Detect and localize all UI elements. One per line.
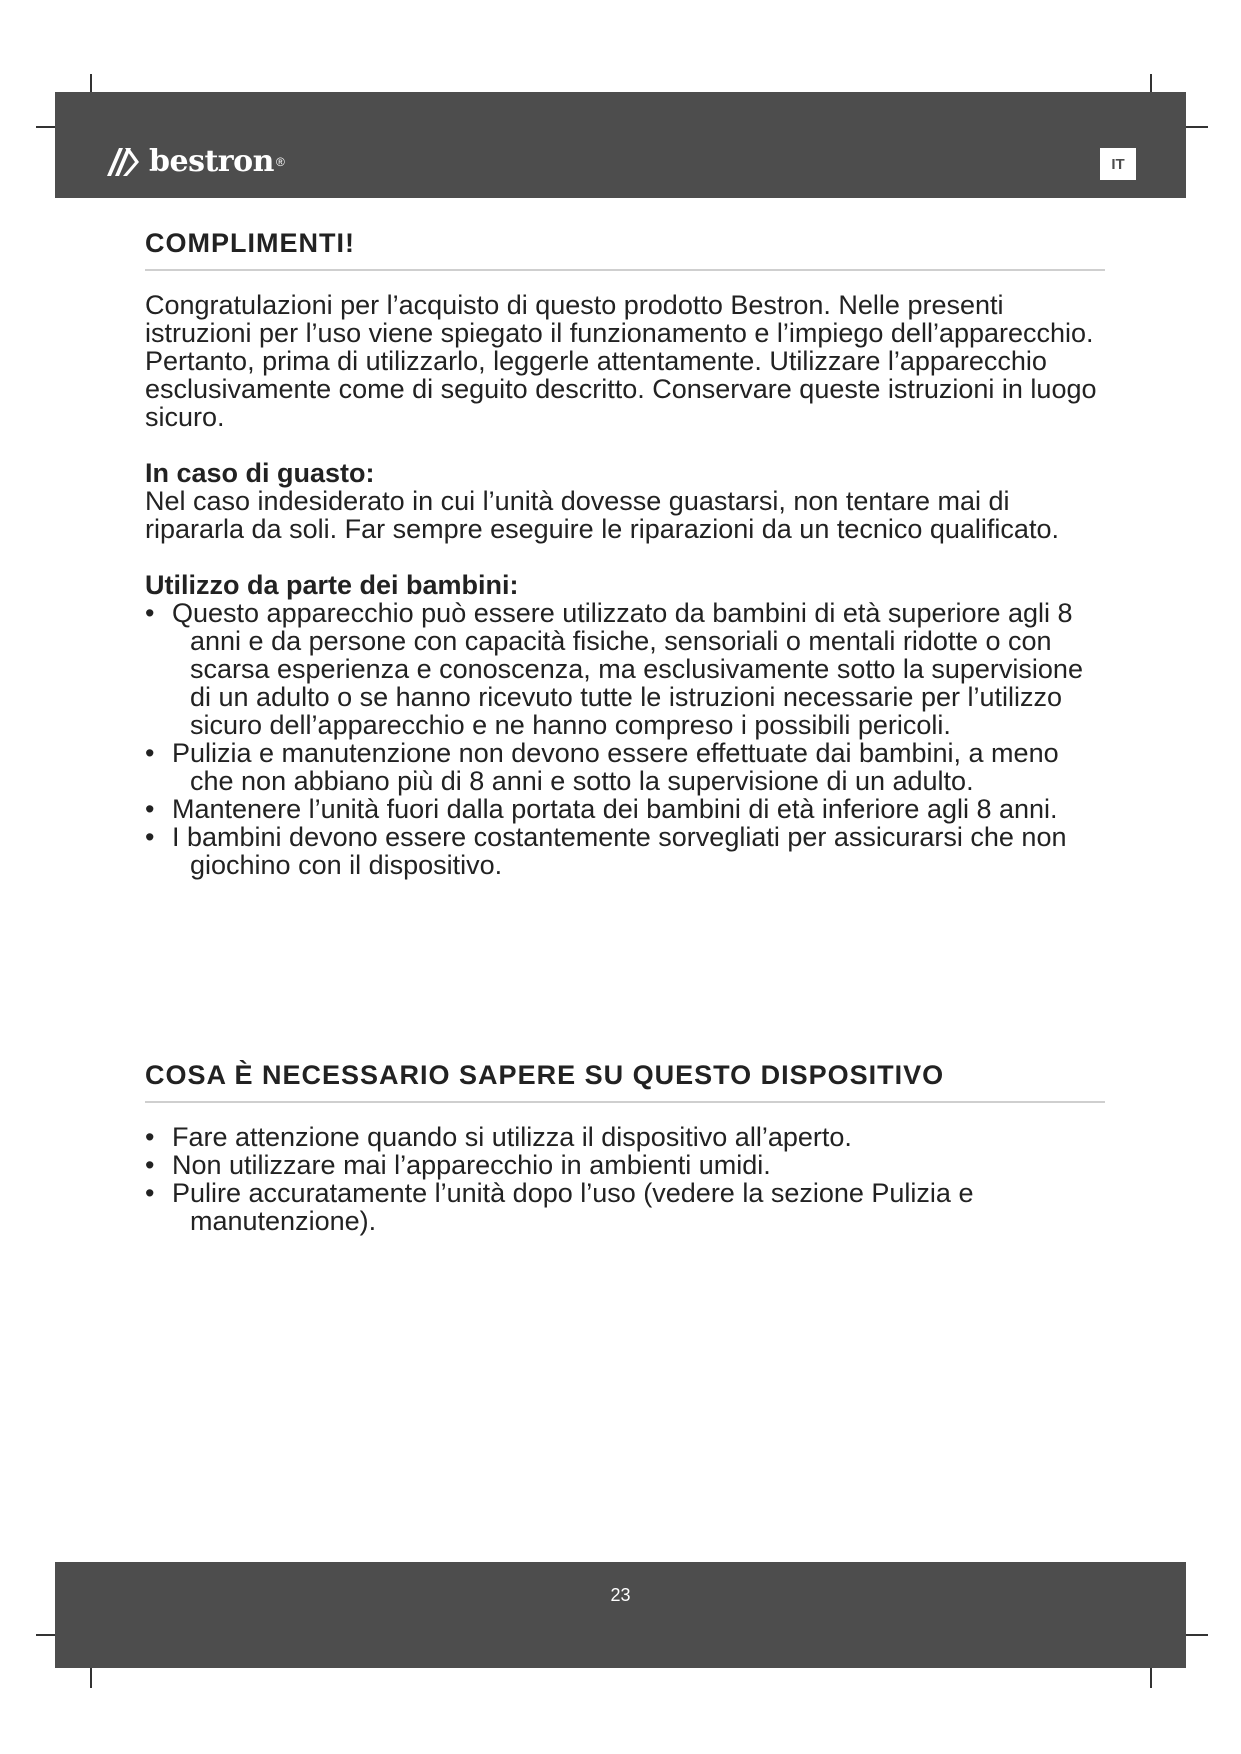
list-item: • I bambini devono essere costantemente sorvegliati per assicurarsi che non giochino con il dispositivo. — [145, 823, 1105, 879]
brand-name: bestron — [149, 144, 274, 179]
list-item: • Fare attenzione quando si utilizza il dispositivo all’aperto. — [145, 1123, 1105, 1151]
intro-paragraph: Congratulazioni per l’acquisto di questo prodotto Bestron. Nelle presenti istruzioni per l’uso viene spiegato il funzionamento e l’impiego dell’apparecchio. Pertanto, prima di utilizzarlo, leggerle attentamente. Utilizzare l’apparecchio esclusivamente come di seguito descritto. Conservare queste istruzioni in luogo sicuro. — [145, 290, 1097, 432]
chevrons-icon — [105, 146, 141, 178]
footer-band — [55, 1562, 1186, 1668]
section-title: COMPLIMENTI! — [145, 228, 1105, 271]
device-list — [145, 1123, 1105, 1235]
list-item: • Mantenere l’unità fuori dalla portata dei bambini di età inferiore agli 8 anni. — [145, 795, 1105, 823]
fault-heading: In caso di guasto: — [145, 458, 375, 488]
language-badge: IT — [1100, 148, 1136, 180]
list-item: • Non utilizzare mai l’apparecchio in ambienti umidi. — [145, 1151, 1105, 1179]
registered-mark: ® — [275, 155, 285, 169]
section-title: COSA È NECESSARIO SAPERE SU QUESTO DISPOSITIVO — [145, 1060, 1105, 1103]
children-list — [145, 599, 1105, 879]
list-item: • Questo apparecchio può essere utilizzato da bambini di età superiore agli 8 anni e da persone con capacità fisiche, sensoriali o mentali ridotte o con scarsa esperienza e conoscenza, ma esclusivamente sotto la supervisione di un adulto o se hanno ricevuto tutte le istruzioni necessarie per l’utilizzo sicuro dell’apparecchio e ne hanno compreso i possibili pericoli. — [145, 599, 1105, 739]
section-complimenti — [145, 228, 1105, 879]
list-item: • Pulire accuratamente l’unità dopo l’uso (vedere la sezione Pulizia e manutenzione). — [145, 1179, 1105, 1235]
page-number: 23 — [610, 1585, 631, 1605]
list-item: • Pulizia e manutenzione non devono essere effettuate dai bambini, a meno che non abbiano più di 8 anni e sotto la supervisione di un adulto. — [145, 739, 1105, 795]
children-heading: Utilizzo da parte dei bambini: — [145, 570, 519, 600]
fault-paragraph: Nel caso indesiderato in cui l’unità dovesse guastarsi, non tentare mai di ripararla da soli. Far sempre eseguire le riparazioni da un tecnico qualificato. — [145, 486, 1059, 544]
brand-logo — [105, 146, 285, 178]
section-device-info — [145, 1060, 1105, 1235]
